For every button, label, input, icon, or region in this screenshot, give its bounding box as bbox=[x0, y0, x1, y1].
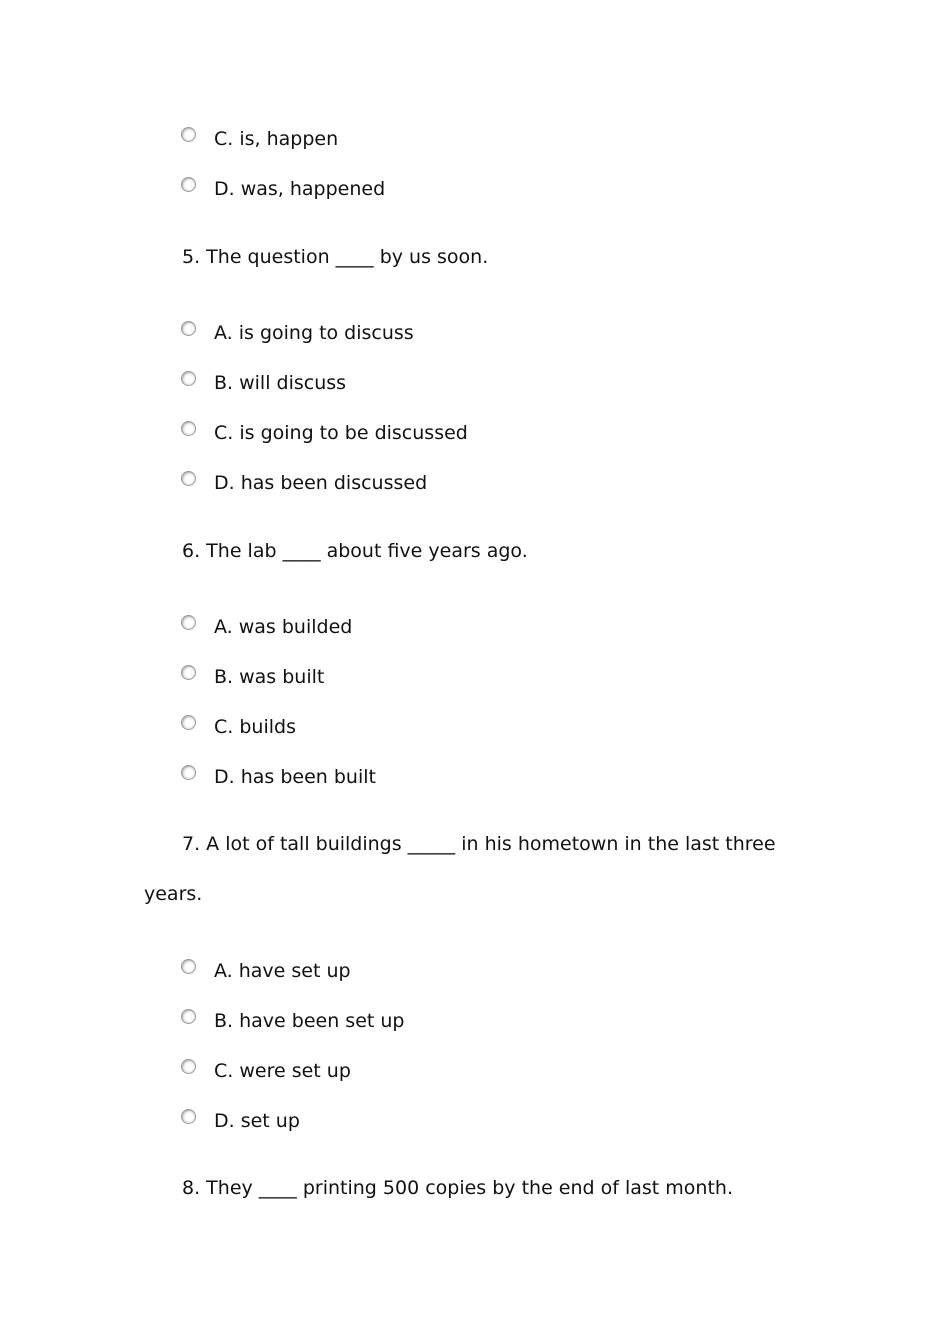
option-label: B. have been set up bbox=[214, 1010, 405, 1032]
option-label: D. has been built bbox=[214, 766, 376, 788]
radio-button-icon[interactable] bbox=[181, 177, 196, 192]
q7-option-a[interactable] bbox=[181, 958, 351, 986]
radio-button-icon[interactable] bbox=[181, 615, 196, 630]
option-label: C. is going to be discussed bbox=[214, 422, 468, 444]
option-label: A. was builded bbox=[214, 616, 353, 638]
option-label: A. is going to discuss bbox=[214, 322, 414, 344]
option-label: C. were set up bbox=[214, 1060, 351, 1082]
radio-button-icon[interactable] bbox=[181, 665, 196, 680]
question-5-prompt: 5. The question ____ by us soon. bbox=[182, 246, 489, 268]
option-label: D. has been discussed bbox=[214, 472, 428, 494]
radio-button-icon[interactable] bbox=[181, 371, 196, 386]
q4-option-d[interactable] bbox=[181, 176, 385, 204]
radio-button-icon[interactable] bbox=[181, 127, 196, 142]
q6-option-d[interactable] bbox=[181, 764, 376, 792]
option-label: B. was built bbox=[214, 666, 325, 688]
q5-option-b[interactable] bbox=[181, 370, 346, 398]
radio-button-icon[interactable] bbox=[181, 1109, 196, 1124]
option-label: C. builds bbox=[214, 716, 296, 738]
radio-button-icon[interactable] bbox=[181, 959, 196, 974]
q6-option-c[interactable] bbox=[181, 714, 296, 742]
question-8-prompt: 8. They ____ printing 500 copies by the end of last month. bbox=[182, 1177, 733, 1199]
question-7-prompt: 7. A lot of tall buildings _____ in his hometown in the last three bbox=[182, 833, 776, 855]
option-label: D. set up bbox=[214, 1110, 300, 1132]
radio-button-icon[interactable] bbox=[181, 1009, 196, 1024]
q5-option-a[interactable] bbox=[181, 320, 414, 348]
q5-option-d[interactable] bbox=[181, 470, 427, 498]
radio-button-icon[interactable] bbox=[181, 321, 196, 336]
q4-option-c[interactable] bbox=[181, 126, 338, 154]
option-label: D. was, happened bbox=[214, 178, 386, 200]
q7-option-d[interactable] bbox=[181, 1108, 300, 1136]
question-7-prompt-continued: years. bbox=[144, 883, 203, 905]
option-label: C. is, happen bbox=[214, 128, 339, 150]
radio-button-icon[interactable] bbox=[181, 471, 196, 486]
q5-option-c[interactable] bbox=[181, 420, 468, 448]
q7-option-b[interactable] bbox=[181, 1008, 404, 1036]
option-label: A. have set up bbox=[214, 960, 351, 982]
q6-option-b[interactable] bbox=[181, 664, 324, 692]
radio-button-icon[interactable] bbox=[181, 765, 196, 780]
radio-button-icon[interactable] bbox=[181, 715, 196, 730]
question-6-prompt: 6. The lab ____ about five years ago. bbox=[182, 540, 528, 562]
q7-option-c[interactable] bbox=[181, 1058, 351, 1086]
radio-button-icon[interactable] bbox=[181, 1059, 196, 1074]
radio-button-icon[interactable] bbox=[181, 421, 196, 436]
q6-option-a[interactable] bbox=[181, 614, 352, 642]
option-label: B. will discuss bbox=[214, 372, 347, 394]
